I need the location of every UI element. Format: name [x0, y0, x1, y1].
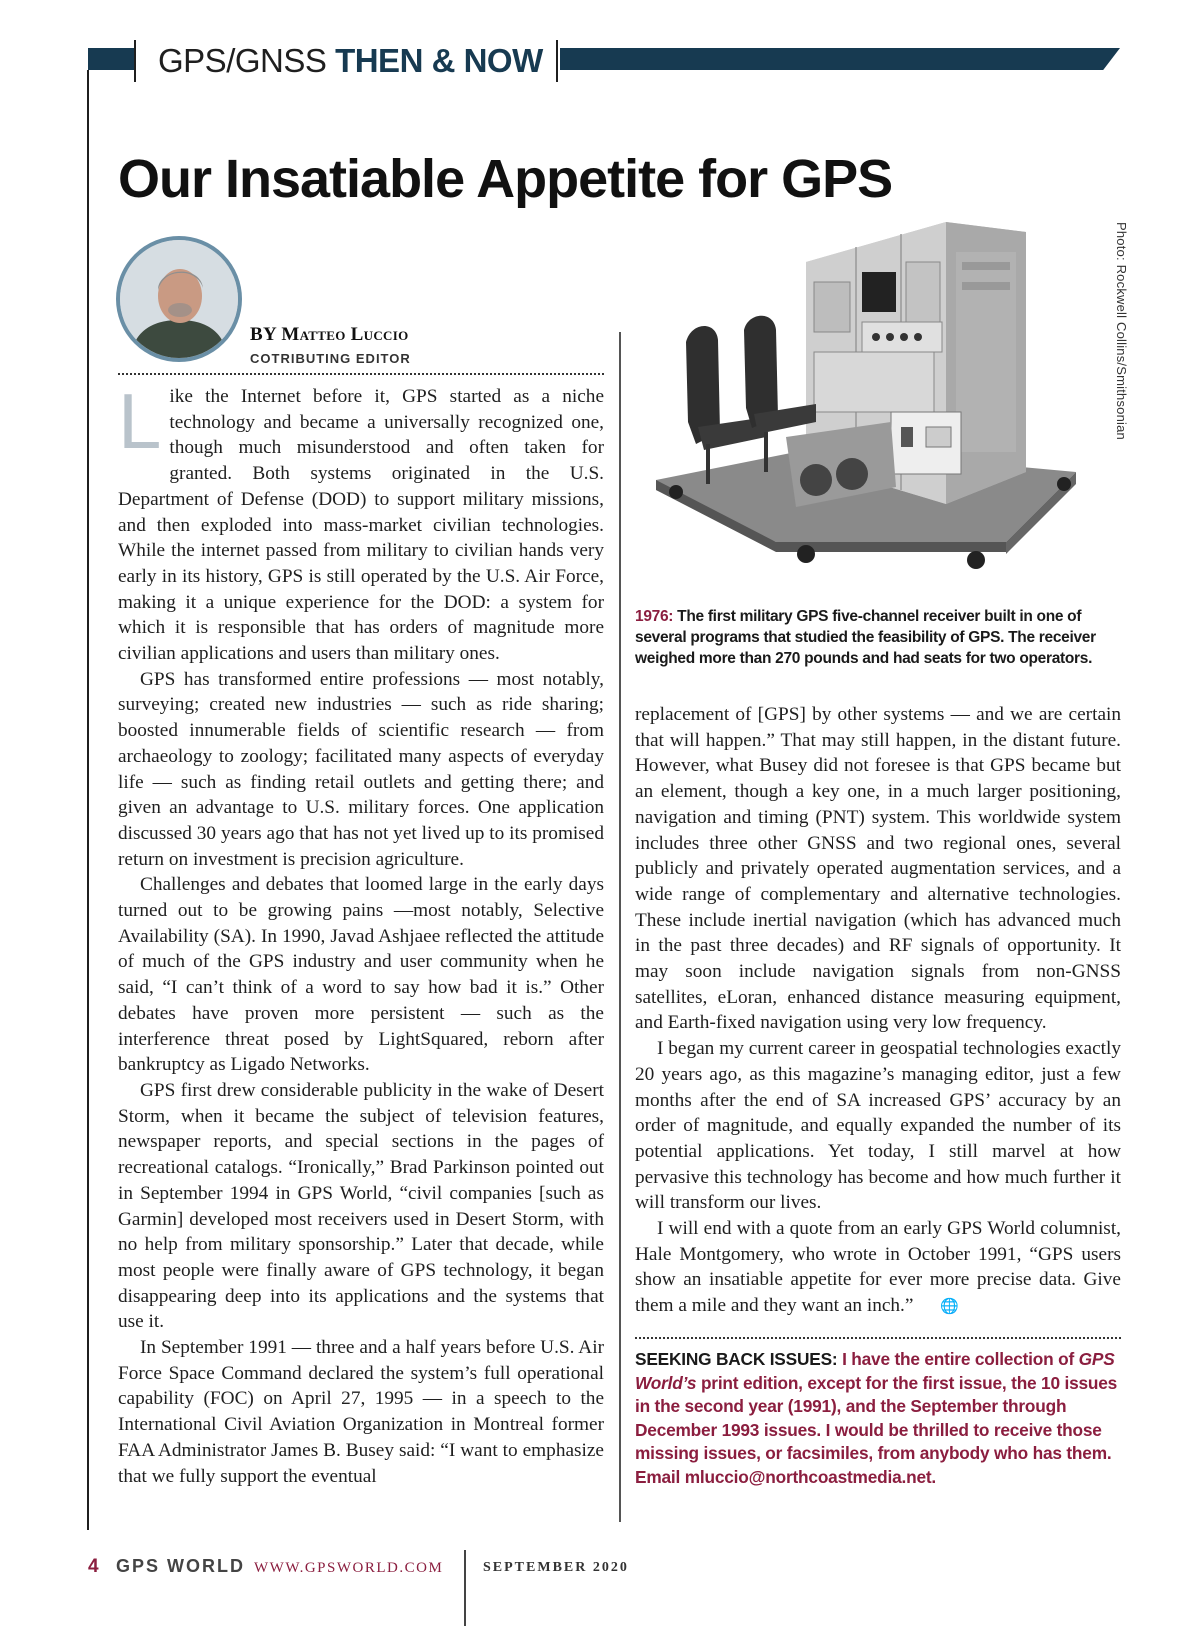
dotted-divider-left: [118, 373, 604, 375]
caption-text: The first military GPS five-channel receiver built in one of several programs that studied the feasibility of GPS. The receiver weighed more than 270 pounds and had seats for two operators.: [635, 608, 1096, 667]
author-name: Matteo Luccio: [281, 324, 409, 345]
article-column-right: [635, 702, 1121, 1320]
byline-prefix: BY: [250, 324, 282, 345]
gps-receiver-photo: [656, 222, 1076, 590]
byline: [250, 324, 408, 346]
header-bar-left: [88, 48, 134, 70]
end-mark-globe-icon: 🌐: [940, 1297, 959, 1316]
article-paragraph: Like the Internet before it, GPS started as a niche technology and became a universally recognized one, though much misunderstood and often taken for granted. Both systems originated in the U.S. Department of Defense (DOD) to support military missions, and then exploded into mass-market civilian technologies. While the internet passed from military to civilian hands very early in its history, GPS is still operated by the U.S. Air Force, making it a unique experience for the DOD: a system for which it is responsible that has orders of magnitude more civilian applications and users than military ones.: [118, 377, 604, 665]
issue-date: SEPTEMBER 2020: [483, 1560, 629, 1575]
article-paragraph: replacement of [GPS] by other systems — and we are certain that will happen.” That may still happen, in the distant future. However, what Busey did not foresee is that GPS became but an element, though a key one, in a much larger positioning, navigation and timing (PNT) system. This worldwide system includes three other GNSS and two regional ones, several publicly and privately operated augmentation services, and a wide range of complementary and alternative technologies. These include inertial navigation (which has advanced much in the past three decades) and RF signals of opportunity. It may soon include navigation signals from non-GNSS satellites, eLoran, enhanced distance measuring equipment, and Earth-fixed navigation using very low frequency.: [635, 704, 1121, 1034]
article-column-left: [118, 377, 604, 1489]
magazine-url[interactable]: WWW.GPSWORLD.COM: [254, 1560, 444, 1576]
header-divider-left: [134, 40, 136, 82]
header-divider-right: [556, 40, 558, 82]
author-portrait-icon: [120, 240, 238, 358]
article-paragraph: In September 1991 — three and a half years before U.S. Air Force Space Command declared the system’s full operational capability (FOC) on April 27, 1995 — in a speech to the International Civil Aviation Organization in Montreal former FAA Administrator James B. Busey said: “I want to emphasize that we fully support the eventual: [118, 1337, 604, 1487]
article-paragraph: I began my current career in geospatial technologies exactly 20 years ago, as this magazine’s managing editor, just a few months after the end of SA increased GPS’ accuracy by an order of magnitude, and equally expanded the number of its potential applications. Yet today, I still marvel at how pervasive this technology has become and how much further it will transform our lives.: [635, 1038, 1121, 1214]
article-headline: Our Insatiable Appetite for GPS: [118, 149, 893, 209]
author-avatar: [116, 236, 242, 362]
magazine-name: GPS WORLD: [116, 1556, 245, 1576]
header-bar-right: [560, 48, 1120, 70]
section-title-light: GPS/GNSS: [158, 42, 336, 79]
drop-cap: L: [118, 377, 162, 465]
dotted-divider-right: [635, 1337, 1121, 1339]
page-left-rule: [87, 70, 89, 1530]
section-title: [158, 42, 543, 80]
article-paragraph: GPS first drew considerable publicity in the wake of Desert Storm, when it became the subject of television features, newspaper reports, and special sections in the pages of recreational catalogs. “Ironically,” Brad Parkinson pointed out in September 1994 in GPS World, “civil companies [such as Garmin] developed most receivers used in Desert Storm, with no help from military sponsorship.” Later that decade, while most people were finally aware of GPS technology, it began disappearing deep into its applications and the systems that use it.: [118, 1079, 604, 1333]
back-issues-italic: GPS World’s: [635, 1349, 1115, 1393]
section-title-bold: THEN & NOW: [335, 42, 543, 79]
photo-caption: [635, 606, 1121, 669]
page-number: 4: [88, 1556, 99, 1577]
column-divider: [619, 332, 621, 1522]
article-paragraph: Challenges and debates that loomed large in the early days turned out to be growing pains —most notably, Selective Availability (SA). In 1990, Javad Ashjaee reflected the attitude of much of the GPS industry and user community when he said, “I can’t think of a word to say how bad it is.” Other debates have proven more persistent — such as the interference threat posed by LightSquared, reborn after bankruptcy as Ligado Networks.: [118, 874, 604, 1076]
article-paragraph: I will end with a quote from an early GPS World columnist, Hale Montgomery, who wrote in October 1991, “GPS users show an insatiable appetite for ever more precise data. Give them a mile and they want an inch.” 🌐: [635, 1216, 1121, 1320]
footer-divider: [464, 1550, 466, 1626]
author-role: COTRIBUTING EDITOR: [250, 351, 411, 366]
back-issues-lead: SEEKING BACK ISSUES:: [635, 1349, 843, 1369]
gps-receiver-image-icon: [656, 222, 1076, 590]
caption-year: 1976:: [635, 608, 674, 625]
back-issues-notice: SEEKING BACK ISSUES: I have the entire collection of GPS World’s print edition, except for the first issue, the 10 issues in the second year (1991), and the September through December 1993 issues. I would be thrilled to receive those missing issues, or facsimiles, from anybody who has them. Email mluccio@northcoastmedia.net.: [635, 1349, 1118, 1487]
article-paragraph: GPS has transformed entire professions — most notably, surveying; created new industries — such as ride sharing; boosted innumerable fields of scientific research — from archaeology to zoology; facilitated many aspects of everyday life — such as finding retail outlets and getting there; and given an advantage to U.S. military forces. One application discussed 30 years ago that has not yet lived up to its promised return on investment is precision agriculture.: [118, 668, 604, 870]
photo-credit: Photo: Rockwell Collins/Smithsonian: [1114, 222, 1129, 440]
